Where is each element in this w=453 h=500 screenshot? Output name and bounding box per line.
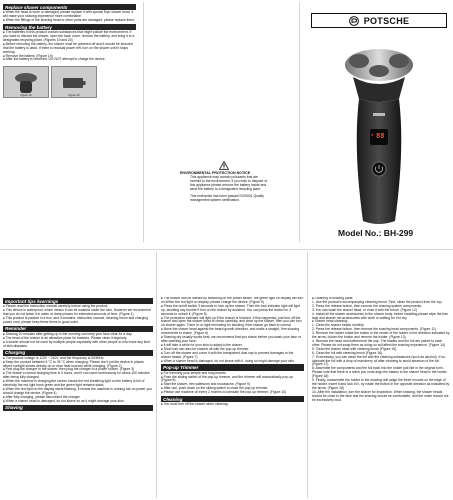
cleaning-step: 3. Remove the holder rotate the button in the center of the holder in the direction indicated by the arrow, loosen the button and remove the holder. (Figure 13): [312, 331, 450, 340]
charging-item: ■ The shaver's normal charging time is 3 hours, and it can used continuously for about 100 minutes after being fully charged.: [3, 372, 153, 380]
panel-top-right: [303, 3, 451, 240]
shaving-header: Shaving: [3, 405, 153, 411]
charging-item: ■ When a shaver head is damaged, do not shave so as it might damage your skin.: [3, 400, 153, 404]
cleaning-step: 1. Clean the shaver heads monthly.: [312, 323, 365, 328]
display-digits: 88: [376, 132, 385, 140]
popup-header: Pop-up Trimmer: [161, 364, 304, 370]
shaving-item: ■ Turn off the shaver and cover it with the transparent dust cap to prevent damages to the shaver heads. (Figure 7): [161, 352, 304, 360]
precaution-item: ■ This product is packed in a box, and it contains: instruction manual, cleaning brush and charging power cord, please keep these items in good order.: [3, 317, 153, 325]
divider-vertical: [143, 2, 144, 242]
cleaning-step: ■ Cleaning of shaving parts:: [312, 297, 451, 301]
cleaning-step: 4. Install all the shaver accessories to the shaver body, before installing please wipe the hair tank and shaver net accessories with cloth or waiting for it to dry.: [312, 311, 448, 320]
battery-item: ■ The batteries in this product contain substances that might pollute the environment. If you want to discard the shaver, open the back cover, remove the battery, and bring it to a designated recycling plant. (Figures 19 and 20): [3, 31, 136, 43]
cleaning-step: 5. Clean the shaver head with cleaning brush (Figure 15).: [312, 346, 398, 351]
brand-mark-icon: [349, 16, 359, 26]
battery-icon: [59, 72, 89, 94]
shaving-item: ■ Short hair can also be shaved off with the pop-up trimmer.: [161, 348, 304, 352]
battery-item: ■ After the battery is removed, DO NOT attempt to charge the device.: [3, 58, 136, 62]
panel-top-left: [3, 3, 136, 240]
popup-item: ■ Push the sliding switch of the pop-up trimmer, and the trimmer will automatically pop-up. (Figure 8): [161, 376, 304, 384]
figure-caption: Figure 20: [68, 94, 80, 98]
panel-bottom-left: [3, 297, 153, 499]
panel-bottom-right: [312, 297, 451, 499]
replace-header: Replace shaver components: [3, 4, 136, 10]
replace-item: ■ When the head is worn or damaged, please replace it with special Eiyo shaver head, it will make your shaving experience more comfortable.: [3, 11, 136, 19]
cleaning-header: Cleaning: [161, 396, 304, 402]
charging-item: ■ Keep the product between 5 °C to 35 °C when charging. Please don't put the device in places where sunlight shines directly on or near heat sources while charging. (Figure 2): [3, 361, 153, 369]
notice-block: [180, 161, 268, 202]
cleaning-step: 4. Remove the head and furthermore the cap. The blades and the foil are paired to each other. Please do not swap them as doing so will affect the shaving experience. (Figure 14): [312, 338, 446, 347]
cleaning-step: 7. If necessary, you can clean the foil with the cleaning substances (such as alcohol). If so, lubricate the foil with a drop of machinery oil after cleaning to avoid abrasion of the foil. (Figure 17): [312, 354, 446, 367]
shaving-item: ■ It will take a while for your skin to adapt to the shaver.: [161, 344, 304, 348]
cleaning-step: 8. Assemble the components and the foil back into the holder just like in the original form. Please note that there is a notch you must align the blades to the shaver head in the holder. (Figure 18): [312, 366, 448, 379]
shaving-item: ■ When a shaver head is damaged, do not shave with it, doing so might damage your skin.: [161, 360, 304, 364]
battery-figures: [3, 66, 136, 98]
charging-item: ■ When the machine is charging,the screen shows the red breathing light on.the battery is full of electricity the red light turns green and the green light remains static.: [3, 380, 153, 388]
divider-vertical: [156, 252, 157, 498]
figure-caption: Figure 19: [20, 94, 32, 98]
cleaning-step: ■ Shaver head cleaning:: [312, 320, 451, 324]
battery-item: ■ Remove the battery. (Figure 19): [3, 55, 136, 59]
cert-text: This enterprise has been passed ISO9001 Quality management system certification.: [190, 193, 264, 202]
precaution-item: ■ Please read the instruction manual carefully before using the product.: [3, 305, 153, 309]
shaving-item: ■ Shaving dry usually works best, we recommend that you shave before you wash your face or after washing your face.: [161, 336, 304, 344]
panel-top-middle: [148, 3, 296, 240]
cleaning-step: 3. You can wash the shaver head, or rinse it with the brush. (Figure 12): [312, 307, 417, 312]
cleaning-step: 2. Press the release button, then remove the shaving system components.: [312, 303, 423, 308]
brand-name: POTSCHE: [363, 15, 410, 26]
cleaning-step: 9. Finally, reassemble the holder to the shaving unit (align the three mounts on the edge of the holder. Insert it and lock it in, by rotate the button in the opposite direction as indicated by the arrow. (Figure 18): [312, 378, 450, 390]
precautions-header: Important tips /warnings: [3, 298, 153, 304]
popup-item: ■ After use, push down on the sliding switch to close the pop-up trimmer.: [161, 387, 304, 391]
battery-item: ■ Before removing the battery, the shaver must be powered off and it should be ensured that the battery is dead. If there is residual power left, turn on the shaver until it stops working.: [3, 43, 136, 55]
divider-vertical: [307, 252, 308, 498]
divider-horizontal: [0, 249, 453, 250]
figure-20-image: [51, 66, 97, 98]
replace-item: ■ When the fittings of the shaving head or other parts are damaged, please replace them.: [3, 19, 136, 23]
reminder-item: ■ A shaver should not be used by multiple people especially with other people to who have any kind of skin diseases.: [3, 341, 153, 349]
charging-item: ■ First plug the charger to the shaver, then plug the charger to a power socket. (Figure 3): [3, 368, 153, 372]
brand-logo: [311, 13, 447, 28]
cleaning-step: 2. Press the release button, then remove the shaving head components. (Figure 11): [312, 327, 436, 332]
model-number: Model No.: BH-299: [338, 228, 414, 238]
popup-item: ■ Please use machine oil every 2 months to lubricate the pop-up trimmer. (Figure 10): [161, 391, 304, 395]
panel-bottom-middle: [161, 297, 304, 499]
cleaning-step: 10. After the installation, turn the shaver for inspection. When shaving, the shaver heads should be close to the face and the shaving should be comfortable, and the noise should not be excessively loud.: [312, 389, 449, 402]
notice-title: ENVIRONMENTAL PROTECTION NOTICE: [180, 171, 251, 175]
shaving-item: ■ Move the shaver head against the beard growth direction, and make a straight, firm shaving movements to shave. (Figure 6): [161, 328, 304, 336]
notice-text: This appliance may contain pollutants that are harmful to the environment, if you wish to dispose of this appliance please remove the battery inside and send the battery to a designated recycling plant.: [190, 175, 268, 191]
cleaning-step: 1. Use the product's accompanying cleaning brush. First, clean the product from the top.: [312, 299, 443, 304]
popup-item: ■ For trimming your temple and long beards.: [161, 372, 304, 376]
shaving-item: ■ The shaver can be started by switching on the power switch. the green light on display will turn on.When the red light on display, please charge the device. (Figure 5): [161, 297, 304, 305]
reminder-item: ■ Shaving 10 minutes after getting up in the morning can keep your face clear for a day.: [3, 333, 153, 337]
figure-19-image: [3, 66, 49, 98]
reminder-header: Reminder: [3, 326, 153, 332]
shaving-item: ■ Press the on/off switch 3 seconds to lock up the shaver. Then the lock indicator light will light up, avoiding any trouble if turn on the shaver by accident. You can press the button for 3 seconds to unlock it. (Figure 5): [161, 305, 304, 317]
warning-triangle-icon: [219, 161, 229, 170]
cleaning-step: 6. Clean the foil with cleaning brush (Figure 16).: [312, 350, 383, 355]
popup-item: ■ Start the shaver, trim sideburns and moustache. (Figure 9): [161, 383, 304, 387]
shaver-battery-icon: [11, 72, 41, 94]
shaving-item: ■ The protection indicator will light up if the shaver is blocked. If this happened, just turn off the shaver and open the shaver head to check carefully, and clear up the shaver, then you can turn on shaver again. There is no light reminding for blocking if the shaver go back to normal.: [161, 317, 304, 329]
charging-item: ■ After fully charging, please disconnect the charger.: [3, 396, 153, 400]
charging-item: ■ The product voltage is 110V ~ 240V, and the frequency is 50/60Hz.: [3, 357, 153, 361]
divider-vertical: [299, 2, 300, 242]
cleaning-item: ■ You must turn off the shaver when cleaning.: [161, 403, 304, 407]
battery-header: Removing the battery: [3, 24, 136, 30]
precaution-item: ■ This device is waterproof, which means it can be washed under the sink. However we recommend that you do not leave it in water or damp places for extended amounts of time. (Figure 1): [3, 309, 153, 317]
reminder-item: ■ The head of the shaver is an attractive place for bacteria. Please clean it regularly.: [3, 337, 153, 341]
charging-item: ■ When the red light on the display starts flashing, it means the machine is running low on power you should charge the device. (Figure 4): [3, 388, 153, 396]
charging-header: Charging: [3, 350, 153, 356]
